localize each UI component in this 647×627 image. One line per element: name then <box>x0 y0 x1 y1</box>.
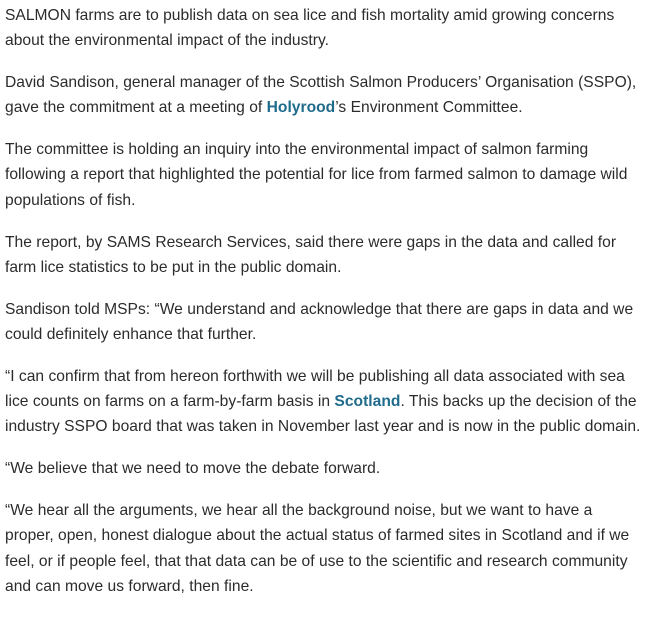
paragraph-sandison-commitment <box>5 70 642 121</box>
paragraph-text: ’s Environment Committee. <box>335 99 523 117</box>
paragraph-text: . This backs up the decision of the industry SSPO board that was taken in November last year and is now in the public domain. <box>5 393 641 436</box>
paragraph-confirm-quote <box>5 364 642 440</box>
paragraph-msps-quote: Sandison told MSPs: “We understand and acknowledge that there are gaps in data and we could definitely enhance that further. <box>5 300 634 343</box>
paragraph-intro: SALMON farms are to publish data on sea lice and fish mortality amid growing concerns about the environmental impact of the industry. <box>5 7 615 50</box>
scotland-link[interactable]: Scotland <box>334 393 401 411</box>
paragraph-debate-quote: “We believe that we need to move the debate forward. <box>5 460 381 478</box>
paragraph-committee-inquiry: The committee is holding an inquiry into the environmental impact of salmon farming following a report that highlighted the potential for lice from farmed salmon to damage wild populations of fish. <box>5 141 628 209</box>
paragraph-text: “I can confirm that from hereon forthwith we will be publishing all data associated with sea lice counts on farms on a farm-by-farm basis in <box>5 367 625 411</box>
paragraph-text: David Sandison, general manager of the Scottish Salmon Producers’ Organisation (SSPO), gave the commitment at a meeting of <box>5 74 637 117</box>
paragraph-sams-report: The report, by SAMS Research Services, said there were gaps in the data and called for farm lice statistics to be put in the public domain. <box>5 233 617 276</box>
holyrood-link[interactable]: Holyrood <box>266 99 336 117</box>
paragraph-dialogue-quote: “We hear all the arguments, we hear all the background noise, but we want to have a proper, open, honest dialogue about the actual status of farmed sites in Scotland and if we feel, or if people feel, that that data can be of use to the scientific and research community and can move us forward, then fine. <box>5 501 630 595</box>
